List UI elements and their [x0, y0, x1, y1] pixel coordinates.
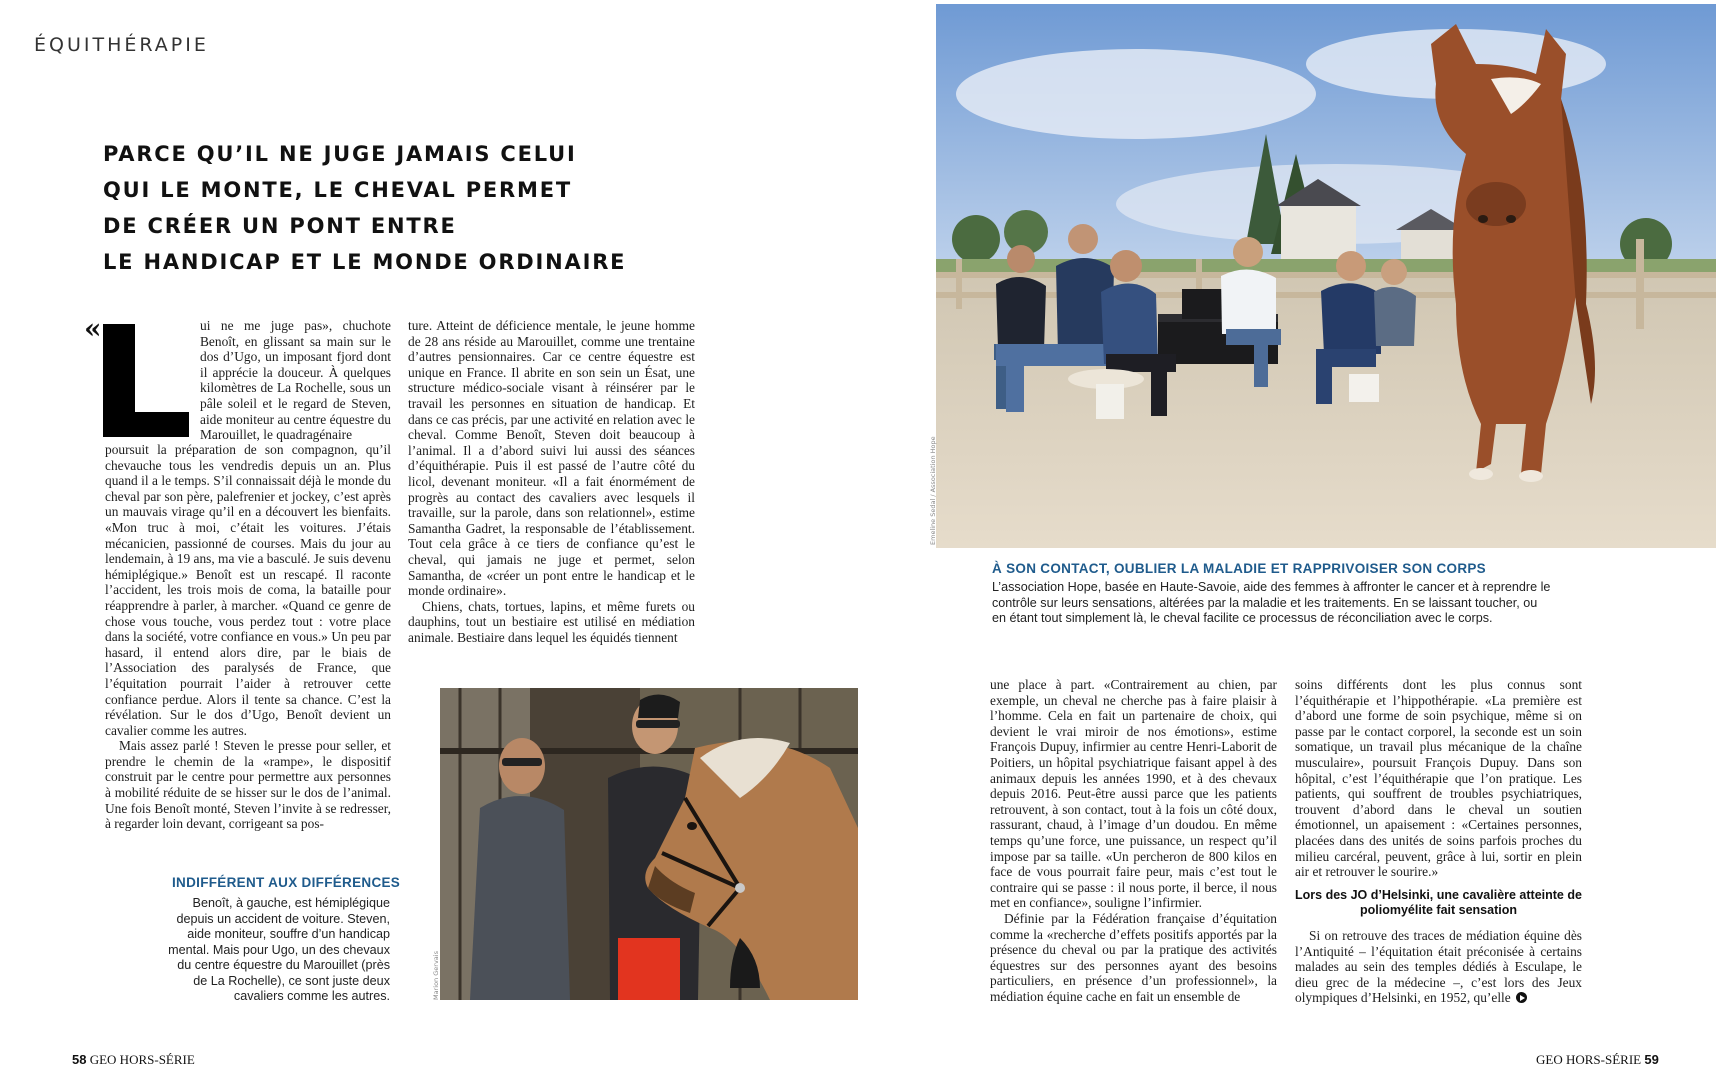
article-column-3 [990, 677, 1277, 1004]
headline-line: QUI LE MONTE, LE CHEVAL PERMET [103, 178, 572, 202]
photo-arena-horse [936, 4, 1716, 548]
caption-title: À SON CONTACT, OUBLIER LA MALADIE ET RAPPRIVOISER SON CORPS [992, 561, 1486, 576]
paragraph: poursuit la préparation de son compagnon, qu’il chevauche tous les vendredis depuis un an. Plus quand il a le temps. S’il connaissait déjà le monde du cheval par son père, palefrenier et jockey, c’est après un mauvais virage qu’il en a découvert les bienfaits. «Mon truc à moi, c’était les voitures. J’étais mécanicien, passionné de courses. Mais du jour au lendemain, à 19 ans, ma vie a basculé. Je suis devenu hémiplégique.» Benoît est un rescapé. Il raconte l’accident, les trois mois de coma, la bataille pour réapprendre à parler, à marcher. «Quand ce genre de chose vous touche, vous perdez tout : votre place dans la société, votre confiance en vous.» Un peu par hasard, il entend alors dire, par le biais de l’Association des paralysés de France, que l’équitation pourrait l’aider à retrouver cette confiance perdue. Alors il tente sa chance. C’est la révélation. Sur le dos d’Ugo, Benoît devient un cavalier comme les autres. [105, 442, 391, 738]
photo-credit: Emeline Sedal / Association Hope [929, 436, 937, 545]
headline-line: DE CRÉER UN PONT ENTRE [103, 214, 457, 238]
article-lead-text [200, 318, 391, 443]
headline [103, 136, 627, 280]
magazine-name: GEO HORS-SÉRIE [1536, 1052, 1642, 1067]
article-column-4-end [1295, 928, 1582, 1006]
continue-arrow-icon [1516, 992, 1527, 1003]
caption-text: Benoît, à gauche, est hémiplégique depuis un accident de voiture. Steven, aide moniteur, souffre d’un handicap mental. Mais pour Ugo, un des chevaux du centre équestre du Marouillet (près de La Rochelle), ce sont juste deux cavaliers comme les autres. [168, 896, 390, 1003]
headline-line: PARCE QU’IL NE JUGE JAMAIS CELUI [103, 142, 577, 166]
folio-right [1536, 1052, 1659, 1068]
opening-quote: « [84, 312, 102, 345]
photo-stable-horse [440, 688, 858, 1000]
article-column-2 [408, 318, 695, 645]
page-number: 59 [1644, 1052, 1659, 1067]
magazine-name: GEO HORS-SÉRIE [89, 1052, 195, 1067]
caption-text: L’association Hope, basée en Haute-Savoie, aide des femmes à affronter le cancer et à reprendre le contrôle sur leurs sensations, altérées par la maladie et les traitements. En se laissant toucher, ou en étant tout simplement là, le cheval facilite ce processus de réconciliation avec le corps. [992, 580, 1551, 625]
paragraph: une place à part. «Contrairement au chien, par exemple, un cheval ne cherche pas à faire plaisir à l’homme. Cela en fait un partenaire de choix, qui devient le vrai miroir de nos émotions», estime François Dupuy, infirmier au centre Henri-Laborit de Poitiers, un hôpital psychiatrique faisant appel à des animaux depuis les années 1990, et à des chevaux depuis 2016. Peut-être aussi parce que les patients retrouvent, à son contact, tout à la fois un côté doux, rassurant, chaud, à l’image d’un doudou. En même temps qu’une force, une puissance, un respect qu’il impose par sa taille. «Un percheron de 800 kilos en face de vous pourrait faire peur, mais c’est tout le contraire qui se passe : il nous porte, il berce, il nous met en confiance», souligne l’infirmier. [990, 677, 1277, 911]
paragraph: ture. Atteint de déficience mentale, le jeune homme de 28 ans réside au Marouillet, comme une trentaine d’autres pensionnaires. Car ce centre équestre est unique en France. Il abrite en son sein un Ésat, une structure médico-sociale visant à réinsérer par le travail les personnes en situation de handicap. Et dans ce cas précis, par une activité en relation avec le cheval. Comme Benoît, Steven doit beaucoup à l’animal. Il a d’abord suivi lui aussi des séances d’équithérapie. Puis il est passé de l’autre côté du licol, devenant moniteur. «Il a fait énormément de progrès au contact des cavaliers avec lesquels il travaille, sur la parole, dans son relationnel», estime Samantha Gadret, la responsable de l’établissement. Tout cela grâce à ce tiers de confiance qu’est le cheval, qui jamais ne juge et permet, selon Samantha, de «créer un pont entre le handicap et le monde ordinaire». [408, 318, 695, 599]
paragraph: Chiens, chats, tortues, lapins, et même furets ou dauphins, tout un bestiaire est utilisé en médiation animale. Bestiaire dans lequel les équidés tiennent [408, 598, 695, 645]
headline-line: LE HANDICAP ET LE MONDE ORDINAIRE [103, 250, 627, 274]
article-column-4 [1295, 677, 1582, 880]
article-column-1 [105, 442, 391, 832]
folio-left [72, 1052, 195, 1068]
page-number: 58 [72, 1052, 87, 1067]
paragraph: Définie par la Fédération française d’équitation comme la «recherche d’effets positifs apportés par la présence du cheval ou par la pratique des activités équestres sur des personnes ayant des besoins particuliers, en présence d’un professionnel», la médiation équine cache en fait un ensemble de [990, 910, 1277, 1004]
photo-credit: Marion Gervais [432, 951, 440, 1000]
paragraph: ui ne me juge pas», chuchote Benoît, en glissant sa main sur le dos d’Ugo, un imposant fjord dont il apprécie la douceur. À quelques kilomètres de La Rochelle, sous un pâle soleil et le regard de Steven, aide moniteur au centre équestre du Marouillet, le quadragénaire [200, 318, 391, 443]
caption-title: INDIFFÉRENT AUX DIFFÉRENCES [172, 875, 401, 890]
section-rubric: ÉQUITHÉRAPIE [34, 34, 209, 56]
paragraph: Mais assez parlé ! Steven le presse pour seller, et prendre le chemin de la «rampe», le dispositif construit par le centre pour permettre aux personnes à mobilité réduite de se hisser sur le dos de l’animal. Une fois Benoît monté, Steven l’invite à se redresser, à regarder loin devant, corrigeant sa pos- [105, 738, 391, 832]
paragraph: Si on retrouve des traces de médiation équine dès l’Antiquité – l’équitation était préconisée à certains malades au sein des temples dédiés à Esculape, le dieu grec de la médecine –, c’est lors des Jeux olympiques d’Helsinki, en 1952, qu’elle [1295, 928, 1582, 1006]
article-subhead: Lors des JO d’Helsinki, une cavalière atteinte de poliomyélite fait sensation [1295, 888, 1582, 917]
paragraph: soins différents dont les plus connus sont l’équithérapie et l’hippothérapie. «La première est d’abord une forme de soin psychique, même si on passe par le contact corporel, la seconde est un soin somatique, un travail plus mécanique de la chaîne musculaire», poursuit François Dupuy. Dans son hôpital, c’est l’équithérapie que l’on pratique. Les patients, qui souffrent de troubles psychiatriques, trouvent d’abord dans le cheval un soutien émotionnel, un apaisement : «Certaines personnes, placées dans des unités de soins parfois proches du milieu carcéral, peuvent, grâce à lui, sortir en plein air et retrouver le sourire.» [1295, 677, 1582, 880]
dropcap-letter-l [103, 324, 189, 437]
